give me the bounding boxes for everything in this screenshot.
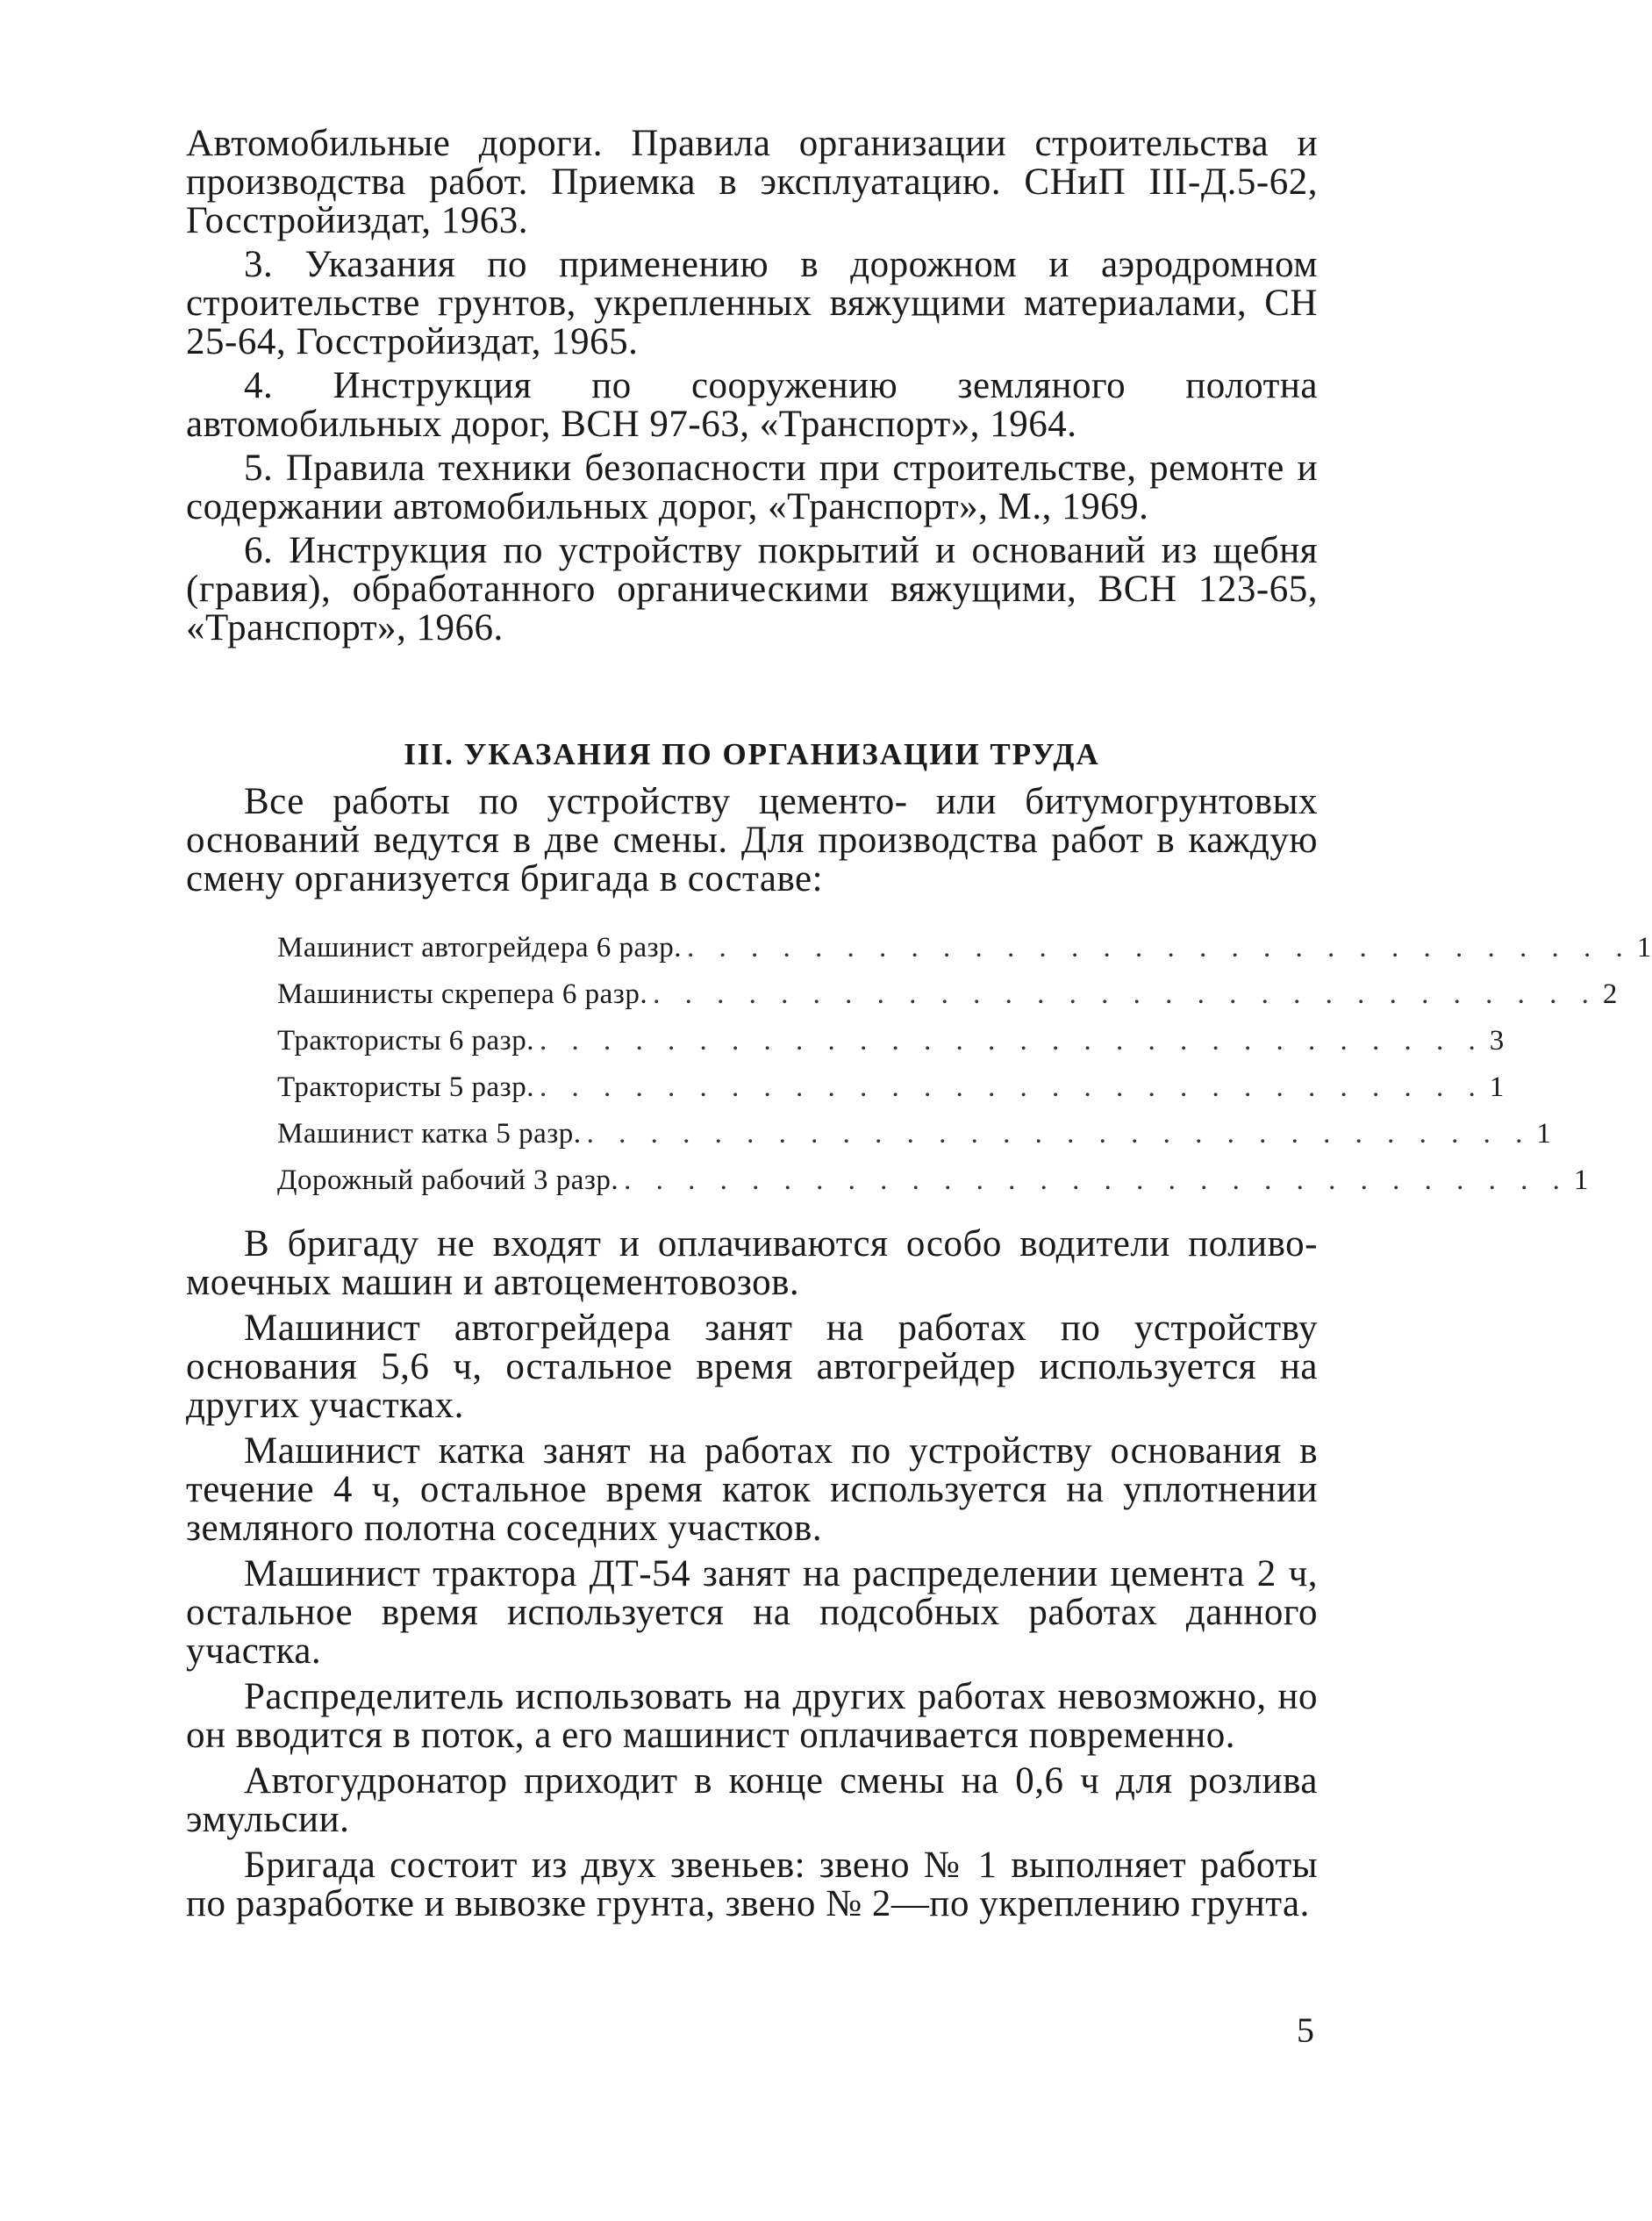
crew-count: 3	[1489, 1025, 1505, 1057]
crew-count: 1	[1489, 1071, 1505, 1103]
dot-leader: . . . . . . . . . . . . . . . . . . . . . . . . . . . . . .	[624, 1164, 1569, 1196]
reference-item: 6. Инструкция по устройству покрытий и оснований из щебня (гравия), обработанного органическими вяжущими, ВСН 123-65, «Транспорт», 1966.	[186, 530, 1318, 648]
crew-role: Машинист катка 5 разр.	[277, 1118, 582, 1150]
reference-item: 5. Правила техники безопасности при строительстве, ремонте и содержании автомобильных дорог, «Транспорт», М., 1969.	[186, 448, 1318, 527]
crew-count: 1	[1573, 1164, 1589, 1196]
dot-leader: . . . . . . . . . . . . . . . . . . . . . . . . . . . . . .	[686, 932, 1632, 964]
crew-row	[277, 1018, 1505, 1064]
crew-role: Дорожный рабочий 3 разр.	[277, 1164, 619, 1196]
crew-role: Трактористы 5 разр.	[277, 1071, 534, 1103]
reference-item: 3. Указания по применению в дорожном и аэродромном строительстве грунтов, укрепленных вяжущими материалами, СН 25-64, Госстройиздат, 1965.	[186, 244, 1318, 362]
crew-count: 1	[1636, 932, 1652, 964]
body-text	[186, 1225, 1318, 1931]
page-number: 5	[1297, 2010, 1314, 2050]
body-paragraph: Машинист катка занят на работах по устройству основания в течение 4 ч, остальное время каток используется на уплотнении земляного полотна соседних участков.	[186, 1430, 1318, 1549]
crew-row	[277, 925, 1652, 971]
reference-item: 4. Инструкция по сооружению земляного полотна автомобильных дорог, ВСН 97-63, «Транспорт», 1964.	[186, 365, 1318, 445]
body-paragraph: Распределитель использовать на других работах невозможно, но он вводится в поток, а его машинист оплачивается повременно.	[186, 1676, 1318, 1756]
dot-leader: . . . . . . . . . . . . . . . . . . . . . . . . . . . . . .	[586, 1118, 1532, 1150]
dot-leader: . . . . . . . . . . . . . . . . . . . . . . . . . . . . . .	[539, 1071, 1484, 1103]
references-list	[186, 125, 1318, 653]
section-intro	[186, 783, 1318, 899]
crew-role: Машинист автогрейдера 6 разр.	[277, 932, 682, 964]
crew-list	[277, 925, 1652, 1204]
crew-row	[277, 1064, 1505, 1111]
body-paragraph: Машинист автогрейдера занят на работах по устройству основания 5,6 ч, остальное время автогрейдер используется на других участках.	[186, 1308, 1318, 1426]
body-paragraph: Машинист трактора ДТ-54 занят на распределении цемента 2 ч, остальное время используется на подсобных работах данного участка.	[186, 1553, 1318, 1672]
crew-role: Трактористы 6 разр.	[277, 1025, 534, 1057]
crew-row	[277, 971, 1618, 1018]
body-paragraph: Автогудронатор приходит в конце смены на 0,6 ч для розлива эмульсии.	[186, 1760, 1318, 1840]
reference-item: Автомобильные дороги. Правила организации строительства и производства работ. Приемка в эксплуатацию. СНиП III-Д.5-62, Госстройиздат, 1963.	[186, 123, 1318, 241]
body-paragraph: Бригада состоит из двух звеньев: звено № 1 выполняет работы по разработке и вывозке грунта, звено № 2—по укреплению грунта.	[186, 1845, 1318, 1924]
crew-count: 1	[1536, 1118, 1552, 1150]
crew-role: Машинисты скрепера 6 разр.	[277, 978, 648, 1010]
crew-count: 2	[1602, 978, 1618, 1010]
body-paragraph: В бригаду не входят и оплачиваются особо водители поливо-моечных машин и автоцементовозов.	[186, 1223, 1318, 1303]
crew-row	[277, 1157, 1589, 1204]
dot-leader: . . . . . . . . . . . . . . . . . . . . . . . . . . . . . .	[653, 978, 1598, 1010]
dot-leader: . . . . . . . . . . . . . . . . . . . . . . . . . . . . . .	[539, 1025, 1484, 1057]
crew-row	[277, 1111, 1552, 1157]
intro-paragraph: Все работы по устройству цементо- или битумогрунтовых оснований ведутся в две смены. Для производства работ в каждую смену организуется бригада в составе:	[186, 781, 1318, 899]
section-heading: III. УКАЗАНИЯ ПО ОРГАНИЗАЦИИ ТРУДА	[404, 737, 1100, 771]
